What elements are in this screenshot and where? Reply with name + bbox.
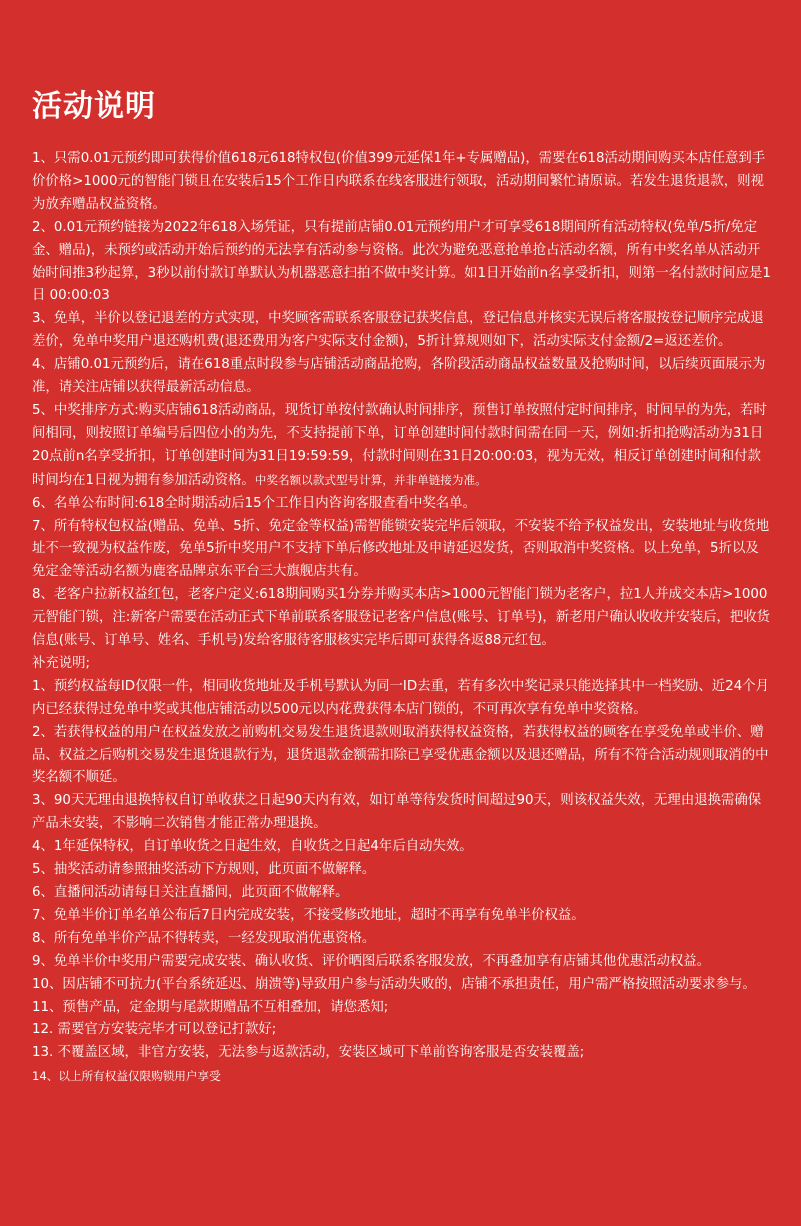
supplement-item-6: 6、直播间活动请每日关注直播间，此页面不做解释。: [32, 885, 349, 900]
rule-item-5-text: 5、中奖排序方式:购买店铺618活动商品，现货订单按付款确认时间排序，预售订单按照付定时间排序，时间早的为先，若时间相同，则按照订单编号后四位小的为先，不支持提前下单，订单创建时间付款时间需在同一天，例如:折扣抢购活动为31日20点前n名享受折扣，订单创建时间为31日19:59:59，付款时间则在31日20:00:03，视为无效，相反订单创建时间和付款时间均在1日视为拥有参加活动资格。: [32, 402, 767, 488]
rule-item-2: 2、0.01元预约链接为2022年618入场凭证，只有提前店铺0.01元预约用户才可享受618期间所有活动特权(免单/5折/免定金、赠品)，未预约或活动开始后预约的无法享有活动参与资格。此次为避免恶意抢单抢占活动名额，所有中奖名单从活动开始时间推3秒起算，3秒以前付款订单默认为机器恶意扫拍不做中奖计算。如1日开始前n名享受折扣，则第一名付款时间应是1日 00:00:03: [32, 219, 771, 304]
rule-item-1: 1、只需0.01元预约即可获得价值618元618特权包(价值399元延保1年+专属赠品)，需要在618活动期间购买本店任意到手价价格>1000元的智能门锁且在安装后15个工作日内联系在线客服进行领取，活动期间繁忙请原谅。若发生退货退款，则视为放弃赠品权益资格。: [32, 151, 766, 212]
supplement-item-1: 1、预约权益每ID仅限一件，相同收货地址及手机号默认为同一ID去重，若有多次中奖记录只能选择其中一档奖励、近24个月内已经获得过免单中奖或其他店铺活动以500元以内花费获得本店门锁的，不可再次享有免单中奖资格。: [32, 678, 769, 717]
supplement-item-4: 4、1年延保特权，自订单收货之日起生效，自收货之日起4年后自动失效。: [32, 839, 473, 855]
supplement-item-9: 9、免单半价中奖用户需要完成安装、确认收货、评价晒图后联系客服发放，不再叠加享有店铺其他优惠活动权益。: [32, 953, 711, 969]
rule-item-6: 6、名单公布时间:618全时期活动后15个工作日内咨询客服查看中奖名单。: [32, 495, 476, 511]
rule-item-4: 4、店铺0.01元预约后，请在618重点时段参与店铺活动商品抢购，各阶段活动商品权益数量及抢购时间，以后续页面展示为准，请关注店铺以获得最新活动信息。: [32, 357, 766, 396]
supplement-heading: 补充说明;: [32, 655, 91, 671]
supplement-item-14: 14、以上所有权益仅限购锁用户享受: [32, 1069, 221, 1084]
supplement-item-8: 8、所有免单半价产品不得转卖，一经发现取消优惠资格。: [32, 930, 376, 946]
rule-item-8: 8、老客户拉新权益红包，老客户定义:618期间购买1分券并购买本店>1000元智能门锁为老客户，拉1人并成交本店>1000元智能门锁，注:新客户需要在活动正式下单前联系客服登记老客户信息(账号、订单号)，新老用户确认收收并安装后，把收货信息(账号、订单号、姓名、手机号)发给客服待客服核实完毕后即可获得各返88元红包。: [32, 587, 771, 649]
page-title: 活动说明: [32, 89, 156, 124]
supplement-item-5: 5、抽奖活动请参照抽奖活动下方规则，此页面不做解释。: [32, 862, 376, 878]
rules-content: [32, 148, 771, 1088]
rule-item-5: [32, 400, 771, 493]
rule-item-7: 7、所有特权包权益(赠品、免单、5折、免定金等权益)需智能锁安装完毕后领取，不安装不给予权益发出，安装地址与收货地址不一致视为权益作废，免单5折中奖用户不支持下单后修改地址及申请延迟发货，否则取消中奖资格。以上免单，5折以及免定金等活动名额为鹿客品牌京东平台三大旗舰店共有。: [32, 518, 770, 580]
supplement-item-13: 13. 不覆盖区域，非官方安装，无法参与返款活动，安装区域可下单前咨询客服是否安装覆盖;: [32, 1045, 585, 1061]
supplement-item-11: 11、预售产品，定金期与尾款期赠品不互相叠加，请您悉知;: [32, 999, 389, 1015]
supplement-item-7: 7、免单半价订单名单公布后7日内完成安装，不接受修改地址，超时不再享有免单半价权益。: [32, 907, 585, 923]
supplement-item-3: 3、90天无理由退换特权自订单收获之日起90天内有效，如订单等待发货时间超过90天，则该权益失效，无理由退换需确保产品未安装，不影响二次销售才能正常办理退换。: [32, 793, 762, 832]
rule-item-3: 3、免单，半价以登记退差的方式实现，中奖顾客需联系客服登记获奖信息，登记信息并核实无误后将客服按登记顺序完成退差价，免单中奖用户退还购机费(退还费用为客户实际支付金额)，5折计算规则如下，活动实际支付金额/2=返还差价。: [32, 311, 764, 350]
rule-item-5-note: 中奖名额以款式型号计算，并非单链接为准。: [254, 472, 487, 487]
supplement-item-10: 10、因店铺不可抗力(平台系统延迟、崩溃等)导致用户参与活动失败的，店铺不承担责任，用户需严格按照活动要求参与。: [32, 976, 756, 992]
supplement-item-2: 2、若获得权益的用户在权益发放之前购机交易发生退货退款则取消获得权益资格，若获得权益的顾客在享受免单或半价、赠品、权益之后购机交易发生退货退款行为，退货退款金额需扣除已享受优惠金额以及退还赠品，所有不符合活动规则取消的中奖名额不顺延。: [32, 724, 769, 786]
supplement-item-12: 12. 需要官方安装完毕才可以登记打款好;: [32, 1022, 277, 1038]
